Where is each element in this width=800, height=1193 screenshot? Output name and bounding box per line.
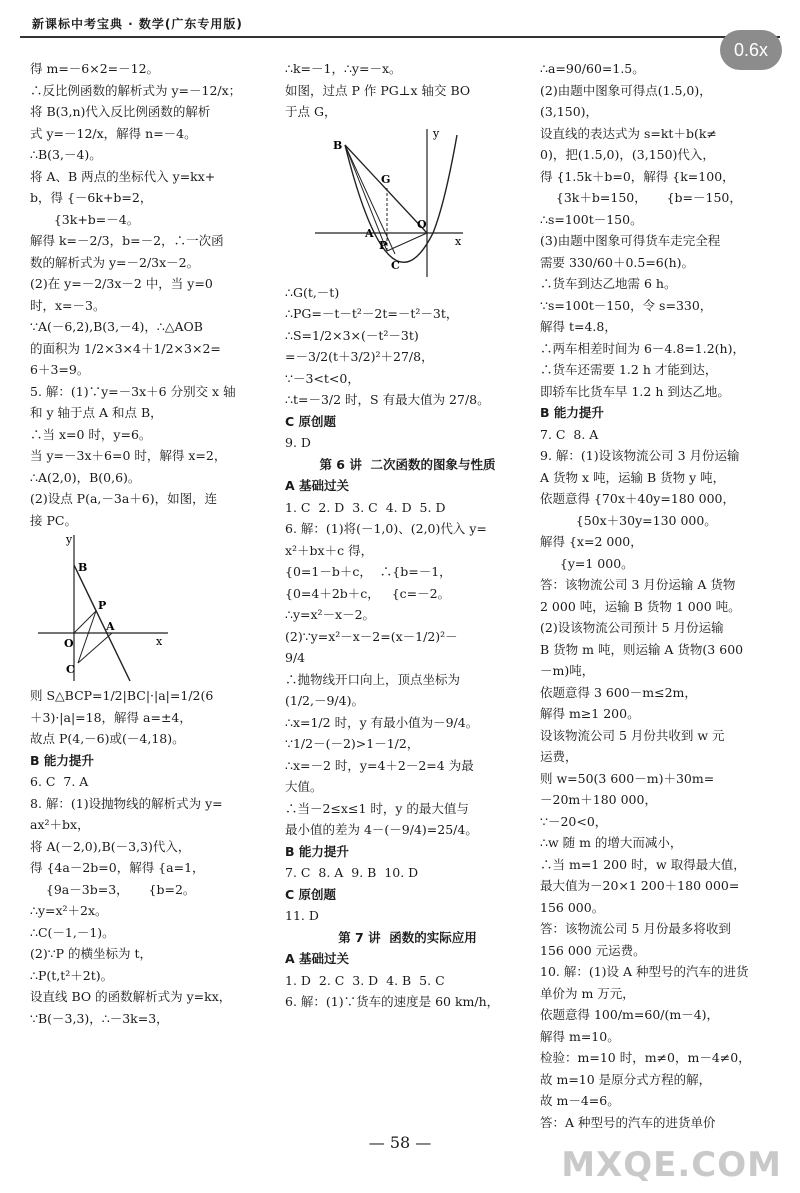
text-line: ∵－3<t<0， [285, 370, 360, 386]
text-line: ∴货车到达乙地需 6 h。 [540, 276, 677, 291]
text-line: ∴当 m=1 200 时，w 取得最大值， [540, 856, 746, 872]
text-line: 如图，过点 P 作 PG⊥x 轴交 BO [285, 82, 471, 98]
page-header [20, 10, 780, 38]
text-line: =－3/2(t＋3/2)²＋27/8， [285, 349, 434, 364]
text-line: 数的解析式为 y=－2/3x－2。 [30, 254, 200, 270]
text-line: 答：A 种型号的汽车的进货单价 [540, 1114, 716, 1130]
text-line: 9. 解：(1)设该物流公司 3 月份运输 [540, 448, 740, 463]
col1a-list [30, 58, 272, 531]
text-line: ∴s=100t－150。 [540, 211, 643, 227]
label-y: y [433, 126, 440, 140]
label-x: x [455, 234, 462, 248]
text-line: 检验：m=10 时，m≠0，m－4≠0， [540, 1050, 751, 1065]
text-line: x²＋bx＋c 得， [285, 542, 374, 558]
text-line: (2)∵P 的横坐标为 t， [30, 946, 153, 961]
text-line: (2)由题中图象可得点(1.5,0)， [540, 82, 712, 98]
text-line: 11. D [285, 908, 319, 923]
text-line: B 能力提升 [30, 752, 94, 768]
text-line: 运费， [540, 749, 578, 764]
text-line: ∴x=－2 时，y=4＋2－2=4 为最 [285, 757, 474, 773]
text-line: ∴当 x=0 时，y=6。 [30, 426, 152, 442]
text-line: 6. 解：(1)∵货车的速度是 60 km/h， [285, 994, 500, 1009]
text-line: 第 6 讲 二次函数的图象与性质 [319, 456, 496, 472]
text-line: 式 y=－12/x，解得 n=－4。 [30, 125, 197, 141]
text-line: 于点 G， [285, 104, 337, 119]
text-line: 2 000 吨，运输 B 货物 1 000 吨。 [540, 598, 741, 614]
text-line: 156 000。 [540, 899, 605, 915]
col2b-list [285, 282, 530, 1013]
text-line: 156 000 元运费。 [540, 942, 646, 958]
text-line: ∵－20<0， [540, 813, 608, 829]
text-line: A 基础过关 [285, 478, 350, 493]
text-line: 单价为 m 万元， [540, 985, 635, 1001]
label-p: P [98, 599, 107, 612]
text-line: ∴B(3,－4)。 [30, 147, 102, 162]
label-a: A [106, 620, 115, 633]
label-y: y [66, 533, 73, 546]
text-line: 6＋3=9。 [30, 362, 90, 377]
figure-parabola [285, 125, 465, 280]
text-line: ∴货车还需要 1.2 h 才能到达， [540, 362, 718, 377]
figure-line-triangle [30, 533, 170, 683]
label-c: C [66, 663, 75, 676]
text-line: 9/4 [285, 650, 306, 665]
text-line: ∵A(－6,2),B(3,－4)，∴△AOB [30, 319, 203, 334]
text-line: 8. 解：(1)设抛物线的解析式为 y= [30, 795, 223, 811]
text-line: {3k＋b=150， {b=－150， [540, 190, 742, 205]
text-line: ∴两车相差时间为 6－4.8=1.2(h)， [540, 340, 745, 356]
text-line: 解得 t=4.8， [540, 319, 617, 334]
text-line: 依题意得 100/m=60/(m－4)， [540, 1007, 720, 1022]
text-line: {0=1－b＋c， ∴{b=－1， [285, 564, 452, 579]
label-g: G [381, 172, 391, 186]
text-line: 6. 解：(1)将(－1,0)、(2,0)代入 y= [285, 521, 487, 536]
text-line: 7. C 8. A 9. B 10. D [285, 865, 419, 880]
label-c: C [391, 258, 400, 272]
text-line: 5. 解：(1)∵y=－3x＋6 分别交 x 轴 [30, 383, 236, 399]
text-line: {3k+b=－4。 [30, 211, 140, 227]
segment-po [387, 233, 427, 251]
text-line: 设直线的表达式为 s=kt＋b(k≠ [540, 125, 717, 141]
label-a: A [365, 226, 374, 240]
label-x: x [156, 635, 163, 648]
text-line: {y=1 000。 [540, 555, 634, 571]
text-line: ∴y=x²－x－2。 [285, 607, 376, 622]
text-line: 故 m－4=6。 [540, 1093, 620, 1108]
text-line: ∴G(t,－t) [285, 284, 340, 300]
column-3 [540, 58, 785, 1133]
text-line: 依题意得 {70x＋40y=180 000， [540, 491, 736, 506]
parabola [345, 135, 457, 262]
text-line: B 货物 m 吨，则运输 A 货物(3 600 [540, 641, 744, 657]
column-1 [30, 58, 272, 1029]
text-line: 6. C 7. A [30, 774, 89, 789]
label-o: O [64, 637, 74, 650]
label-b: B [78, 561, 88, 574]
text-line: 第 7 讲 函数的实际应用 [338, 929, 477, 945]
text-line: －m)吨， [540, 663, 595, 678]
text-line: 最大值为－20×1 200＋180 000= [540, 878, 740, 893]
text-line: 则 w=50(3 600－m)＋30m= [540, 770, 715, 786]
text-line: ∴x=1/2 时，y 有最小值为－9/4。 [285, 714, 479, 730]
text-line: ∴PG=－t－t²－2t=－t²－3t， [285, 306, 459, 321]
text-line: 最小值的差为 4－(－9/4)=25/4。 [285, 822, 478, 837]
label-b: B [333, 138, 343, 152]
text-line: 0)，把(1.5,0)，(3,150)代入， [540, 147, 715, 162]
text-line: ∴w 随 m 的增大而减小， [540, 835, 683, 850]
text-line: 则 S△BCP=1/2|BC|·|a|=1/2(6 [30, 688, 214, 703]
text-line: {50x＋30y=130 000。 [540, 512, 717, 528]
text-line: 设该物流公司 5 月份共收到 w 元 [540, 727, 725, 743]
text-line: 需要 330/60＋0.5=6(h)。 [540, 254, 695, 270]
text-line: 将 A(－2,0),B(－3,3)代入， [30, 838, 191, 854]
text-line: 和 y 轴于点 A 和点 B， [30, 405, 163, 420]
text-line: 当 y=－3x＋6=0 时，解得 x=2， [30, 448, 227, 463]
text-line: (2)设该物流公司预计 5 月份运输 [540, 620, 724, 635]
text-line: 故 m=10 是原分式方程的解， [540, 1071, 712, 1087]
text-line: 解得 {x=2 000， [540, 534, 643, 549]
label-o: O [417, 217, 427, 231]
text-line: {9a－3b=3， {b=2。 [30, 881, 196, 897]
text-line: 将 B(3,n)代入反比例函数的解析 [30, 104, 211, 119]
zoom-badge[interactable]: 0.6x [720, 30, 782, 70]
text-line: 解得 m≥1 200。 [540, 706, 640, 721]
text-line: (2)设点 P(a,－3a＋6)，如图，连 [30, 491, 218, 506]
col3-list [540, 58, 785, 1133]
text-line: ∴反比例函数的解析式为 y=－12/x； [30, 82, 242, 98]
text-line: ∴当－2≤x≤1 时，y 的最大值与 [285, 800, 469, 816]
text-line: 得 {4a－2b=0，解得 {a=1， [30, 860, 205, 875]
text-line: 大值。 [285, 779, 323, 794]
text-line: ∴t=－3/2 时，S 有最大值为 27/8。 [285, 392, 490, 407]
text-line: ∴y=x²＋2x。 [30, 903, 108, 918]
watermark: MXQE.COM [561, 1145, 782, 1185]
text-line: 1. C 2. D 3. C 4. D 5. D [285, 499, 446, 515]
text-line: A 基础过关 [285, 951, 350, 966]
text-line: 即轿车比货车早 1.2 h 到达乙地。 [540, 383, 730, 399]
text-line: 得 m=－6×2=－12。 [30, 61, 160, 76]
text-line: (2)在 y=－2/3x－2 中，当 y=0 [30, 276, 213, 291]
text-line: 答：该物流公司 5 月份最多将收到 [540, 921, 731, 936]
text-line: B 能力提升 [540, 405, 604, 420]
text-line: b，得 {－6k+b=2， [30, 190, 153, 205]
text-line: 将 A、B 两点的坐标代入 y=kx+ [30, 168, 216, 184]
text-line: ＋3)·|a|=18，解得 a=±4， [30, 709, 192, 725]
text-line: (3,150)， [540, 104, 599, 119]
text-line: ∵B(－3,3)，∴－3k=3， [30, 1010, 169, 1026]
text-line: 10. 解：(1)设 A 种型号的汽车的进货 [540, 964, 749, 979]
text-line: 1. D 2. C 3. D 4. B 5. C [285, 972, 445, 988]
text-line: (2)∵y=x²－x－2=(x－1/2)²－ [285, 628, 458, 644]
text-line: 接 PC。 [30, 512, 77, 528]
text-line: ∴P(t,t²＋2t)。 [30, 967, 114, 983]
text-line: 解得 k=－2/3，b=－2，∴一次函 [30, 233, 224, 248]
text-line: {0=4＋2b＋c， {c=－2。 [285, 585, 451, 601]
text-line: 故点 P(4,－6)或(－4,18)。 [30, 731, 185, 746]
text-line: －20m＋180 000， [540, 792, 657, 807]
text-line: ∴C(－1,－1)。 [30, 924, 115, 940]
col2a-list [285, 58, 530, 123]
label-p: P [379, 238, 388, 252]
text-line: ∴A(2,0)，B(0,6)。 [30, 469, 141, 485]
text-line: (1/2,－9/4)。 [285, 693, 364, 708]
text-line: ∴a=90/60=1.5。 [540, 61, 645, 76]
text-line: 9. D [285, 435, 311, 450]
text-line: ax²＋bx， [30, 817, 90, 832]
text-line: (3)由题中图象可得货车走完全程 [540, 233, 721, 248]
book-title: 新课标中考宝典 · 数学(广东专用版) [32, 17, 243, 31]
text-line: 7. C 8. A [540, 426, 599, 442]
page-number: — 58 — [368, 1133, 432, 1152]
text-line: 解得 m=10。 [540, 1028, 620, 1044]
text-line: 依题意得 3 600－m≤2m， [540, 684, 697, 700]
text-line: ∴k=－1，∴y=－x。 [285, 61, 402, 76]
text-line: 得 {1.5k＋b=0，解得 {k=100， [540, 168, 735, 184]
text-line: B 能力提升 [285, 843, 349, 859]
text-line: ∴S=1/2×3×(－t²－3t) [285, 327, 419, 343]
text-line: ∵s=100t－150，令 s=330， [540, 297, 713, 313]
text-line: 时，x=－3。 [30, 297, 106, 313]
text-line: ∴抛物线开口向上，顶点坐标为 [285, 671, 461, 687]
text-line: 的面积为 1/2×3×4＋1/2×3×2= [30, 340, 221, 356]
text-line: A 货物 x 吨，运输 B 货物 y 吨， [540, 469, 726, 485]
col1b-list [30, 685, 272, 1029]
text-line: C 原创题 [285, 886, 337, 902]
text-line: C 原创题 [285, 413, 337, 429]
column-2 [285, 58, 530, 1013]
text-line: 设直线 BO 的函数解析式为 y=kx， [30, 989, 232, 1004]
text-line: ∵1/2－(－2)>1－1/2， [285, 736, 420, 751]
text-line: 答：该物流公司 3 月份运输 A 货物 [540, 577, 736, 592]
